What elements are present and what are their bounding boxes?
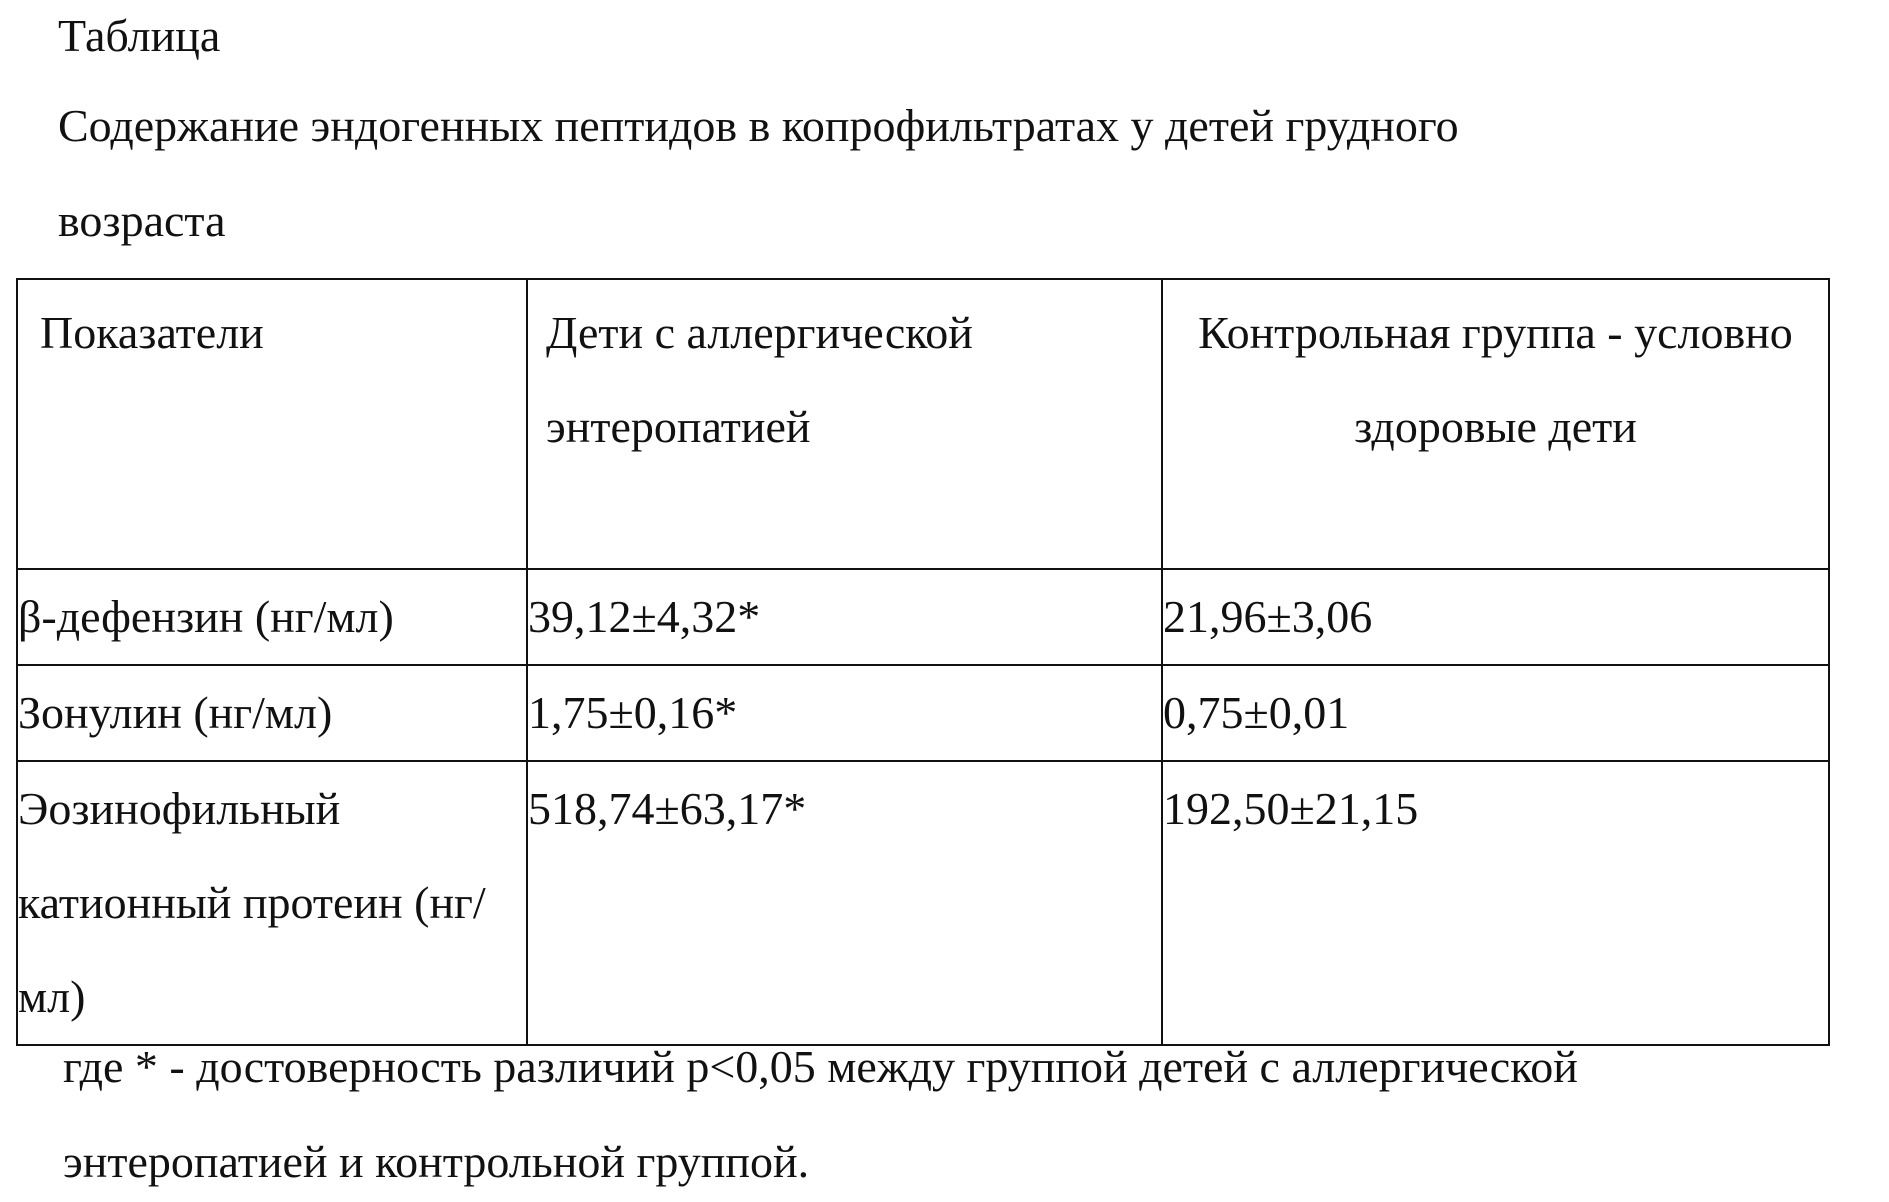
footnote-line-2: энтеропатией и контрольной группой.: [63, 1136, 810, 1187]
header-control-group: Контрольная группа - условно здоровые дети: [1162, 279, 1829, 569]
peptides-table: [16, 278, 1830, 1046]
header-allergic-group: Дети с аллергической энтеропатией: [527, 279, 1162, 569]
table-title-line-2: возраста: [58, 195, 226, 246]
row-allergic-value: 1,75±0,16*: [527, 665, 1162, 761]
row-indicator-name: Эозинофильный катионный протеин (нг/мл): [17, 761, 527, 1045]
row-allergic-value: 518,74±63,17*: [527, 761, 1162, 1045]
row-indicator-name: β-дефензин (нг/мл): [17, 569, 527, 665]
footnote-line-1: где * - достоверность различий р<0,05 между группой детей с аллергической: [63, 1041, 1578, 1092]
row-indicator-name: Зонулин (нг/мл): [17, 665, 527, 761]
table-row: [17, 569, 1829, 665]
row-allergic-value: 39,12±4,32*: [527, 569, 1162, 665]
row-control-value: 192,50±21,15: [1162, 761, 1829, 1045]
table-row: [17, 761, 1829, 1045]
row-control-value: 0,75±0,01: [1162, 665, 1829, 761]
header-indicators: Показатели: [17, 279, 527, 569]
table-row: [17, 665, 1829, 761]
table-header-row: [17, 279, 1829, 569]
row-control-value: 21,96±3,06: [1162, 569, 1829, 665]
table-title-line-1: Содержание эндогенных пептидов в копрофильтратах у детей грудного: [58, 100, 1459, 151]
table-label: Таблица: [58, 10, 221, 61]
